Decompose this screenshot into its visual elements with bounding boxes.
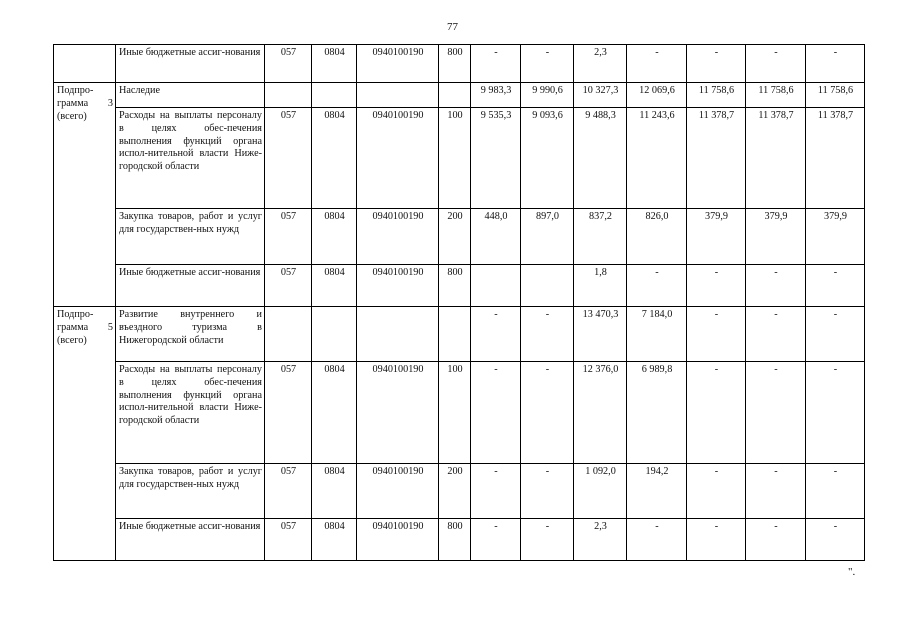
- value-cell: -: [746, 519, 806, 561]
- value-cell: 10 327,3: [574, 83, 627, 108]
- section-code: [312, 307, 357, 362]
- value-cell: -: [471, 464, 521, 519]
- value-cell: -: [627, 265, 687, 307]
- section-code: [312, 83, 357, 108]
- value-cell: -: [627, 519, 687, 561]
- article-code: 0940100190: [357, 209, 439, 265]
- value-cell: 9 093,6: [521, 108, 574, 209]
- value-cell: 2,3: [574, 519, 627, 561]
- section-code: 0804: [312, 108, 357, 209]
- ministry-code: 057: [265, 464, 312, 519]
- value-cell: -: [521, 519, 574, 561]
- value-cell: 6 989,8: [627, 362, 687, 464]
- value-cell: 9 990,6: [521, 83, 574, 108]
- table-row: [54, 45, 865, 83]
- value-cell: -: [806, 307, 865, 362]
- expense-type: 800: [439, 265, 471, 307]
- row-name: Закупка товаров, работ и услуг для государствен-ных нужд: [116, 209, 265, 265]
- value-cell: -: [687, 362, 746, 464]
- value-cell: 448,0: [471, 209, 521, 265]
- value-cell: 11 378,7: [806, 108, 865, 209]
- value-cell: [521, 265, 574, 307]
- article-code: [357, 307, 439, 362]
- ministry-code: 057: [265, 209, 312, 265]
- value-cell: 194,2: [627, 464, 687, 519]
- budget-table: [53, 44, 865, 561]
- value-cell: 1,8: [574, 265, 627, 307]
- row-name: Иные бюджетные ассиг-нования: [116, 265, 265, 307]
- row-name: Расходы на выплаты персоналу в целях обес-печения выполнения функций органа испол-нительной власти Ниже-городской области: [116, 108, 265, 209]
- value-cell: -: [687, 265, 746, 307]
- value-cell: 11 758,6: [746, 83, 806, 108]
- row-name: Закупка товаров, работ и услуг для государствен-ных нужд: [116, 464, 265, 519]
- subprogram-label: Подпро-грамма 5 (всего): [54, 307, 116, 561]
- value-cell: 7 184,0: [627, 307, 687, 362]
- value-cell: 897,0: [521, 209, 574, 265]
- value-cell: -: [806, 45, 865, 83]
- row-name: Наследие: [116, 83, 265, 108]
- table-row: [54, 464, 865, 519]
- value-cell: -: [687, 464, 746, 519]
- value-cell: -: [687, 45, 746, 83]
- value-cell: 12 069,6: [627, 83, 687, 108]
- section-code: 0804: [312, 362, 357, 464]
- expense-type: [439, 307, 471, 362]
- value-cell: -: [627, 45, 687, 83]
- value-cell: -: [687, 519, 746, 561]
- section-code: 0804: [312, 209, 357, 265]
- value-cell: 1 092,0: [574, 464, 627, 519]
- row-name: Расходы на выплаты персоналу в целях обес-печения выполнения функций органа испол-нительной власти Ниже-городской области: [116, 362, 265, 464]
- value-cell: 11 758,6: [687, 83, 746, 108]
- ministry-code: 057: [265, 362, 312, 464]
- value-cell: 837,2: [574, 209, 627, 265]
- value-cell: 379,9: [806, 209, 865, 265]
- section-code: 0804: [312, 519, 357, 561]
- value-cell: -: [806, 362, 865, 464]
- table-row: [54, 307, 865, 362]
- value-cell: 9 983,3: [471, 83, 521, 108]
- article-code: [357, 83, 439, 108]
- value-cell: 379,9: [687, 209, 746, 265]
- value-cell: 2,3: [574, 45, 627, 83]
- ministry-code: 057: [265, 108, 312, 209]
- value-cell: -: [746, 464, 806, 519]
- value-cell: 9 535,3: [471, 108, 521, 209]
- expense-type: [439, 83, 471, 108]
- ministry-code: 057: [265, 45, 312, 83]
- row-name: Иные бюджетные ассиг-нования: [116, 45, 265, 83]
- page-number: 77: [447, 21, 458, 33]
- ministry-code: 057: [265, 519, 312, 561]
- table-row: [54, 83, 865, 108]
- value-cell: 11 758,6: [806, 83, 865, 108]
- expense-type: 200: [439, 464, 471, 519]
- value-cell: -: [746, 307, 806, 362]
- table-row: [54, 519, 865, 561]
- value-cell: -: [687, 307, 746, 362]
- article-code: 0940100190: [357, 108, 439, 209]
- value-cell: 11 378,7: [687, 108, 746, 209]
- article-code: 0940100190: [357, 464, 439, 519]
- row-name: Иные бюджетные ассиг-нования: [116, 519, 265, 561]
- value-cell: [471, 265, 521, 307]
- section-code: 0804: [312, 464, 357, 519]
- value-cell: -: [471, 362, 521, 464]
- value-cell: 379,9: [746, 209, 806, 265]
- value-cell: -: [521, 362, 574, 464]
- expense-type: 800: [439, 45, 471, 83]
- value-cell: -: [521, 45, 574, 83]
- expense-type: 800: [439, 519, 471, 561]
- value-cell: -: [806, 464, 865, 519]
- value-cell: 13 470,3: [574, 307, 627, 362]
- article-code: 0940100190: [357, 265, 439, 307]
- ministry-code: 057: [265, 265, 312, 307]
- value-cell: -: [471, 519, 521, 561]
- subprogram-label: Подпро-грамма 3 (всего): [54, 83, 116, 307]
- value-cell: -: [471, 45, 521, 83]
- value-cell: -: [746, 362, 806, 464]
- value-cell: 11 243,6: [627, 108, 687, 209]
- table-row: [54, 265, 865, 307]
- section-code: 0804: [312, 265, 357, 307]
- value-cell: 11 378,7: [746, 108, 806, 209]
- expense-type: 100: [439, 108, 471, 209]
- table-row: [54, 108, 865, 209]
- table-row: [54, 362, 865, 464]
- value-cell: -: [471, 307, 521, 362]
- row-name: Развитие внутреннего и въездного туризма в Нижегородской области: [116, 307, 265, 362]
- value-cell: -: [521, 307, 574, 362]
- expense-type: 100: [439, 362, 471, 464]
- group-cell: [54, 45, 116, 83]
- section-code: 0804: [312, 45, 357, 83]
- value-cell: -: [806, 519, 865, 561]
- article-code: 0940100190: [357, 362, 439, 464]
- value-cell: -: [746, 265, 806, 307]
- expense-type: 200: [439, 209, 471, 265]
- value-cell: -: [521, 464, 574, 519]
- value-cell: -: [806, 265, 865, 307]
- ministry-code: [265, 83, 312, 108]
- table-row: [54, 209, 865, 265]
- article-code: 0940100190: [357, 519, 439, 561]
- value-cell: -: [746, 45, 806, 83]
- ministry-code: [265, 307, 312, 362]
- value-cell: 9 488,3: [574, 108, 627, 209]
- value-cell: 826,0: [627, 209, 687, 265]
- article-code: 0940100190: [357, 45, 439, 83]
- value-cell: 12 376,0: [574, 362, 627, 464]
- closing-quote-mark: ".: [848, 566, 856, 578]
